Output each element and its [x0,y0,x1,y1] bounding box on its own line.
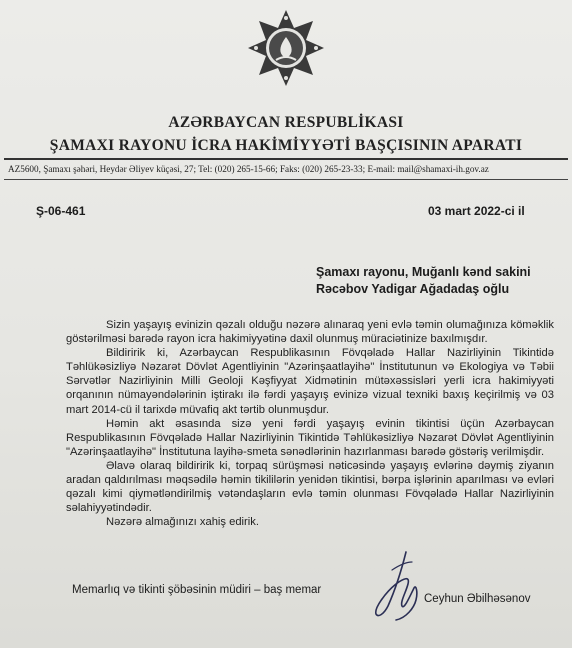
organization-country: AZƏRBAYCAN RESPUBLİKASI [168,114,404,131]
addressee-name: Rəcəbov Yadigar Ağadadaş oğlu [316,282,510,296]
signer-name: Ceyhun Əbilhəsənov [424,593,531,605]
contact-line: AZ5600, Şamaxı şəhəri, Heydər Əliyev küçəsi, 27; Tel: (020) 265-15-66; Faks: (020) 265-23-33; E-mail: mail@shamaxi-ih.gov.az [8,164,489,174]
state-emblem-icon [246,8,326,88]
body-paragraph-4: Əlavə olaraq bildiririk ki, torpaq sürüşməsi nəticəsində yaşayış evlərinə dəymiş ziyanın aradan qaldırılması məqsədilə həmin tikililərin yenidən tikintisi, bərpa işlərinin aparılması və evləri qəzalı kimi qiymətləndirilmiş vətəndaşların evlə təmin olunması Fövqəladə Hallar Nazirliyinin səlahiyyətindədir. [66,459,554,515]
letterhead-divider-top [4,158,568,160]
addressee-location: Şamaxı rayonu, Muğanlı kənd sakini [316,265,531,279]
body-paragraph-1: Sizin yaşayış evinizin qəzalı olduğu nəzərə alınaraq yeni evlə təmin olumağınıza köməklik göstərilməsi barədə rayon icra hakimiyyətinə daxil olunmuş müraciətinize baxılmışdır. [66,319,554,346]
signer-title: Memarlıq və tikinti şöbəsinin müdiri – baş memar [72,584,322,596]
letter-date: 03 mart 2022-ci il [428,204,525,218]
handwritten-signature-icon [366,548,426,624]
letter-body [66,318,554,529]
letterhead-divider-bottom [4,179,568,180]
body-paragraph-2: Bildiririk ki, Azərbaycan Respublikasının Fövqəladə Hallar Nazirliyinin Tikintidə Təhlükəsizliyə Nəzarət Dövlət Agentliyinin "Azərinşaatlayihə" İnstitutunun və Ekologiya və Təbii Sərvətlər Nazirliyinin Milli Geoloji Kəşfiyyat Xidmətinin mütəxəssisləri yerli icra hakimiyyəti orqanının nümayəndələrinin iştirakı ilə fərdi yaşayış evinizə vizual texniki baxış keçirilmiş və 03 mart 2014-cü il tarixdə müvafiq akt tərtib olunmuşdur. [66,347,554,416]
organization-name: ŞAMAXI RAYONU İCRA HAKİMİYYƏTİ BAŞÇISININ APARATI [49,137,523,154]
body-paragraph-5: Nəzərə almağınızı xahiş edirik. [106,516,259,529]
body-paragraph-3: Həmin akt əsasında sizə yeni fərdi yaşayış evinin tikintisi üçün Azərbaycan Respublikasının Fövqəladə Hallar Nazirliyinin Tikintidə Təhlükəsizliyə Nəzarət Dövlət Agentliyinin "Azərinşaatlayihə" İnstitutuna layihə-smeta sənədlərinin hazırlanması barədə göstəriş verilmişdir. [66,417,554,458]
reference-number: Ş-06-461 [36,204,86,218]
